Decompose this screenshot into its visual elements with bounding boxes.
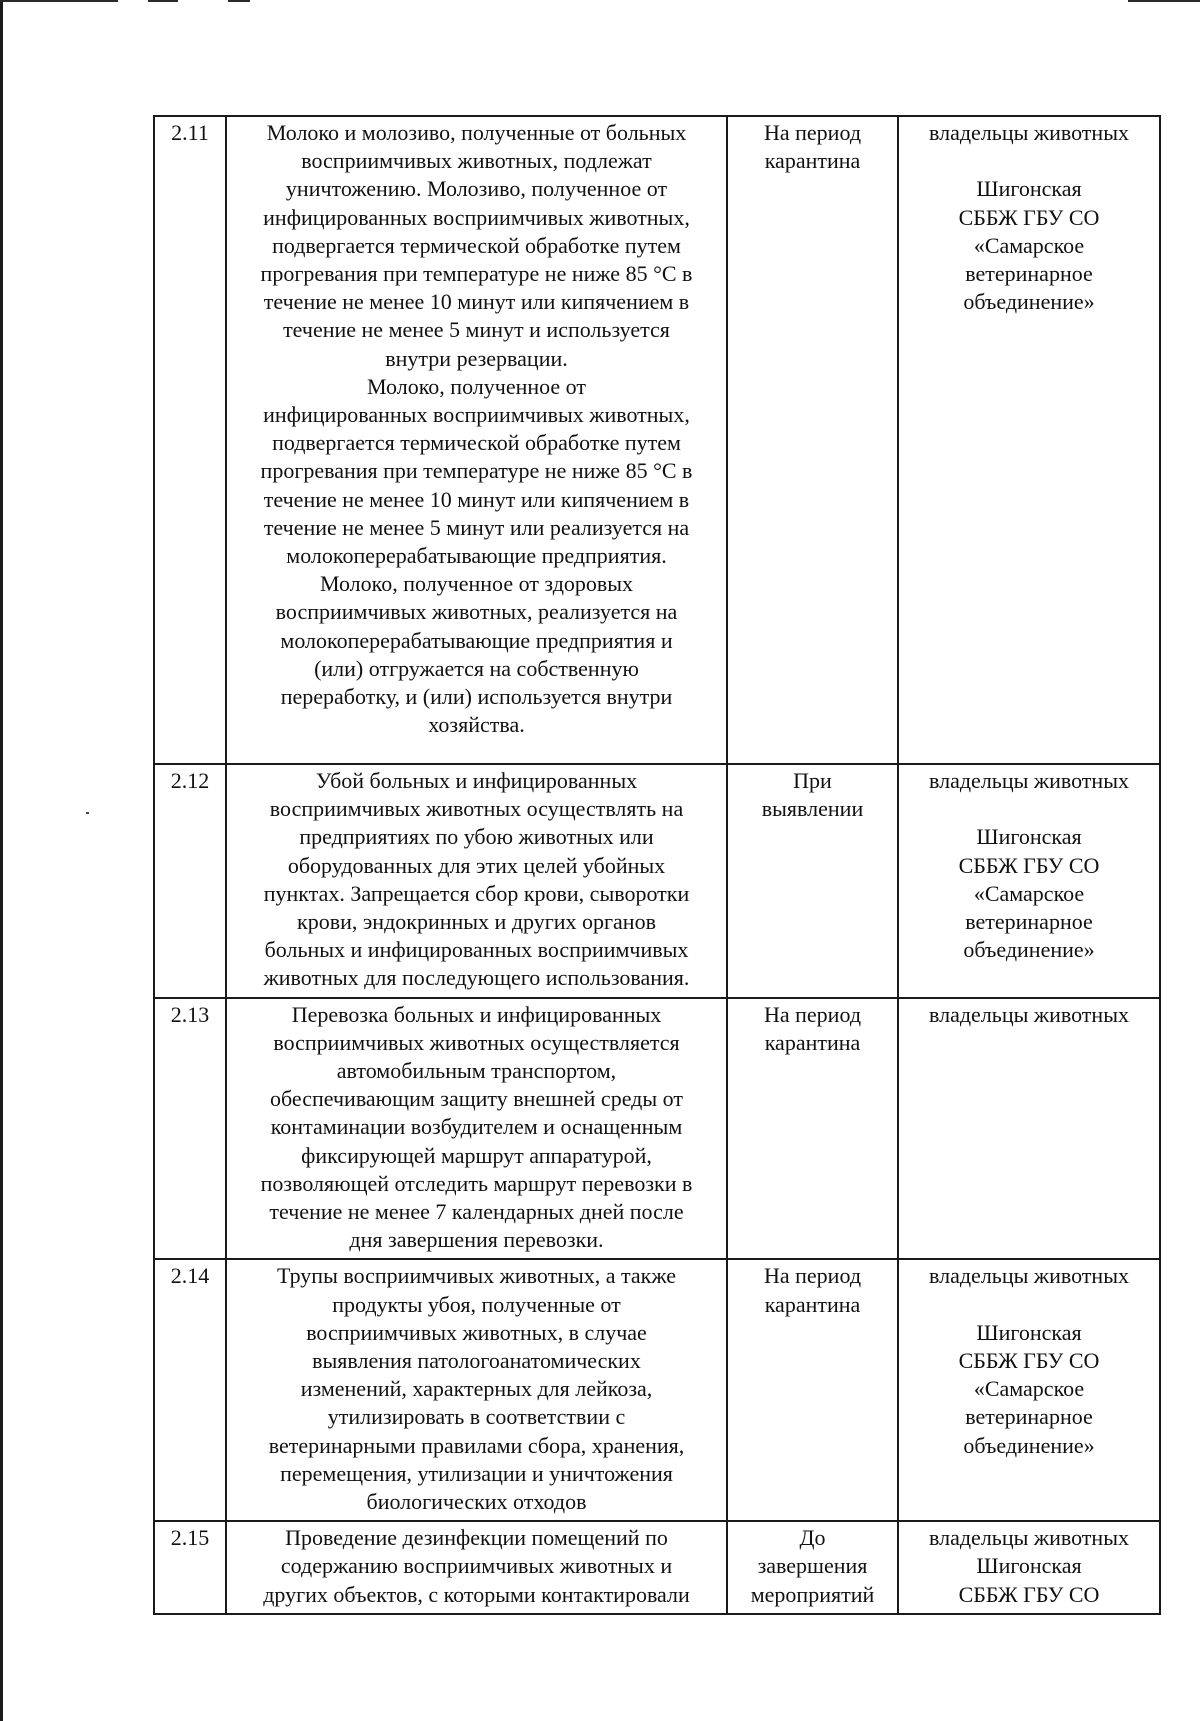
scan-top-mark [1128,0,1200,2]
table-row [154,764,1160,998]
table-row [154,1521,1160,1614]
responsible-cell [898,1259,1160,1521]
measure-line: Трупы восприимчивых животных, а также [276,1263,677,1289]
measure-line: инфицированных восприимчивых животных, [263,204,690,230]
responsible-line: объединение» [963,1432,1095,1458]
responsible-line: объединение» [963,289,1095,315]
responsible-line: СББЖ ГБУ СО [958,852,1100,878]
measure-line: предприятиях по убою животных или [299,824,654,850]
measure-cell [226,1521,727,1614]
term-cell [727,116,898,764]
measure-line: Молоко и молозиво, полученные от больных [266,120,687,145]
measure-cell [226,764,727,998]
responsible-line: «Самарское [973,232,1085,258]
table-row [154,998,1160,1260]
scan-top-mark [148,0,178,2]
responsible-line: СББЖ ГБУ СО [958,1581,1100,1607]
measure-line: уничтожению. Молозиво, полученное от [285,176,668,202]
measure-line: прогревания при температуре не ниже 85 °С в [260,261,693,287]
term-line: На период [763,120,862,145]
responsible-line: Шигонская [976,176,1082,202]
measure-line: изменений, характерных для лейкоза, [300,1376,653,1402]
responsible-line: СББЖ ГБУ СО [958,1348,1100,1374]
measure-line: инфицированных восприимчивых животных, [263,402,690,428]
responsible-line: ветеринарное [965,261,1093,286]
measure-line: течение не менее 10 минут или кипячением в [263,289,690,315]
measure-line: контаминации возбудителем и оснащенным [270,1114,683,1140]
measure-line: подвергается термической обработке путем [272,232,681,258]
measure-line: хозяйства. [428,712,525,738]
table-row [154,1259,1160,1521]
responsible-line: владельцы животных [929,1263,1129,1289]
responsible-cell [898,116,1160,764]
measure-line: молокоперерабатывающие предприятия. [286,543,667,569]
measure-line: содержанию восприимчивых животных и [280,1553,673,1579]
measure-line: течение не менее 5 минут и используется [283,317,670,343]
term-line: карантина [764,1291,861,1317]
term-line: До [799,1525,826,1551]
responsible-line: владельцы животных [929,768,1129,793]
measure-line: восприимчивых животных осуществлять на [269,796,684,822]
term-line: карантина [764,1029,861,1055]
responsible-line: ветеринарное [965,909,1093,934]
responsible-cell [898,1521,1160,1614]
measure-cell [226,116,727,764]
row-number: 2.15 [154,1521,226,1614]
measure-line: восприимчивых животных осуществляется [273,1029,680,1055]
measure-line: восприимчивых животных, в случае [306,1319,647,1345]
scan-speck [86,812,89,814]
measure-cell [226,998,727,1260]
responsible-cell [898,764,1160,998]
row-number: 2.13 [154,998,226,1260]
term-line: мероприятий [750,1581,875,1607]
term-cell [727,764,898,998]
measure-line: продукты убоя, полученные от [332,1291,621,1317]
line-gap [905,147,1153,175]
responsible-line: «Самарское [973,880,1085,906]
responsible-line: объединение» [963,937,1095,963]
measure-line: выявления патологоанатомических [312,1348,641,1374]
term-line: На период [763,1001,862,1027]
measures-table [153,115,1161,1615]
measure-line: Проведение дезинфекции помещений по [285,1525,668,1551]
scan-top-mark [0,0,118,2]
measure-line: пунктах. Запрещается сбор крови, сыворотки [263,880,690,906]
row-number: 2.12 [154,764,226,998]
responsible-line: «Самарское [973,1376,1085,1402]
measure-line: восприимчивых животных, подлежат [301,148,652,174]
term-line: завершения [757,1553,868,1579]
measure-line: больных и инфицированных восприимчивых [264,937,689,963]
table-row [154,116,1160,764]
term-line: карантина [764,148,861,174]
term-line: При [793,768,832,793]
term-line: выявлении [761,796,864,822]
line-gap [905,795,1153,823]
measure-line: Молоко, полученное от [367,373,586,399]
measure-line: прогревания при температуре не ниже 85 °С в [260,458,693,484]
row-number: 2.11 [154,116,226,764]
measure-line: биологических отходов [366,1489,587,1515]
measure-line: течение не менее 10 минут или кипячением в [263,486,690,512]
measure-line: (или) отгружается на собственную [314,655,639,681]
measure-line: обеспечивающим защиту внешней среды от [270,1086,683,1112]
measure-line: дня завершения перевозки. [349,1227,604,1253]
measure-line: фиксирующей маршрут аппаратурой, [301,1142,652,1168]
term-cell [727,1259,898,1521]
measure-line: других объектов, с которыми контактировали [263,1581,690,1607]
measure-line: восприимчивых животных, реализуется на [275,599,678,625]
measure-line: течение не менее 7 календарных дней после [269,1199,684,1225]
scan-left-edge [0,0,3,1721]
measure-line: оборудованных для этих целей убойных [287,852,666,878]
term-cell [727,998,898,1260]
measure-line: Молоко, полученное от здоровых [319,571,634,597]
responsible-line: Шигонская [976,1553,1082,1579]
measure-line: автомобильным транспортом, [336,1058,617,1084]
measure-line: Убой больных и инфицированных [315,768,638,793]
responsible-line: Шигонская [976,824,1082,850]
measure-line: течение не менее 5 минут или реализуется на [263,514,690,540]
responsible-line: владельцы животных [929,120,1129,145]
term-line: На период [763,1263,862,1289]
term-cell [727,1521,898,1614]
measure-line: перемещения, утилизации и уничтожения [280,1460,673,1486]
measure-line: молокоперерабатывающие предприятия и [280,627,673,653]
responsible-line: Шигонская [976,1319,1082,1345]
measure-line: подвергается термической обработке путем [272,430,681,456]
measure-cell [226,1259,727,1521]
responsible-line: владельцы животных [929,1001,1129,1027]
measure-line: животных для последующего использования. [263,965,690,991]
measure-line: внутри резервации. [385,345,568,371]
responsible-line: ветеринарное [965,1404,1093,1430]
responsible-cell [898,998,1160,1260]
responsible-line: владельцы животных [929,1525,1129,1551]
responsible-line: СББЖ ГБУ СО [958,204,1100,230]
measure-line: утилизировать в соответствии с [327,1404,626,1430]
measure-line: ветеринарными правилами сбора, хранения, [268,1432,685,1458]
measure-line: крови, эндокринных и других органов [297,909,656,935]
scan-top-mark [228,0,250,2]
line-gap [905,1291,1153,1319]
measure-line: переработку, и (или) используется внутри [280,684,673,710]
row-number: 2.14 [154,1259,226,1521]
measure-line: Перевозка больных и инфицированных [291,1001,662,1027]
measure-line: позволяющей отследить маршрут перевозки в [260,1170,693,1196]
